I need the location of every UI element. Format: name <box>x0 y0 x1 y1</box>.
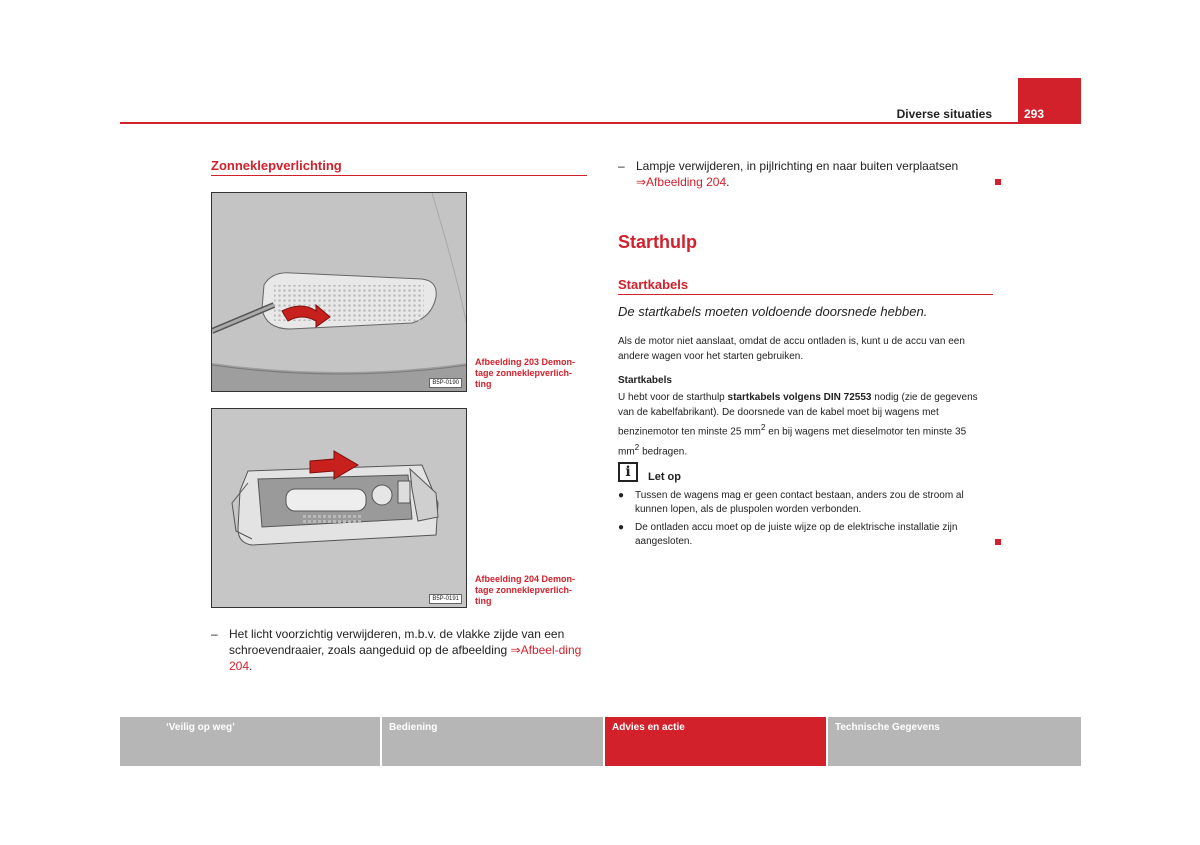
note-title: Let op <box>648 471 681 483</box>
para-text: en bij wagens met dieselmotor ten minste 35 mm <box>618 426 967 458</box>
section-title: Zonneklepverlichting <box>211 158 342 173</box>
note-bullet <box>618 489 990 517</box>
step-dash: – <box>211 627 218 641</box>
figure-204-link[interactable]: ⇒Afbeel-ding 204 <box>229 643 582 673</box>
sun-visor-light-illustration <box>212 193 467 392</box>
header-rule <box>120 122 1081 124</box>
tab-veilig-op-weg[interactable]: ‘Veilig op weg’ <box>120 717 380 766</box>
tab-advies-en-actie[interactable]: Advies en actie <box>605 717 826 766</box>
section-end-mark <box>995 179 1001 185</box>
bullet-text: Tussen de wagens mag er geen contact bestaan, anders zou de stroom al kunnen lopen, als de pluspolen worden verbonden. <box>635 490 964 515</box>
step-text: Het licht voorzichtig verwijderen, m.b.v. de vlakke zijde van een schroevendraaier, zoals aangeduid op de afbeelding <box>229 627 565 657</box>
step-dash: – <box>618 159 625 173</box>
figure-204-link[interactable]: ⇒Afbeelding 204 <box>636 175 727 189</box>
body-paragraph: Als de motor niet aanslaat, omdat de accu ontladen is, kunt u de accu van een andere wagen voor het starten gebruiken. <box>618 336 965 362</box>
para-text: U hebt voor de starthulp <box>618 392 728 403</box>
sub-heading: Startkabels <box>618 375 672 386</box>
intro-text: De startkabels moeten voldoende doorsnede hebben. <box>618 304 928 319</box>
figure-203-code: B5P-0190 <box>429 378 462 388</box>
step-end: . <box>249 659 253 673</box>
section-end-mark <box>995 539 1001 545</box>
figure-203-image <box>211 192 467 392</box>
note-bullet <box>618 521 990 549</box>
subsection-rule <box>618 294 993 295</box>
bullet-text: De ontladen accu moet op de juiste wijze op de elektrische installatie zijn aangesloten. <box>635 522 958 547</box>
superscript: 2 <box>760 422 766 432</box>
tab-bediening[interactable]: Bediening <box>382 717 603 766</box>
section-rule <box>211 175 587 176</box>
step-text: Lampje verwijderen, in pijlrichting en naar buiten verplaatsen <box>636 159 959 173</box>
superscript: 2 <box>634 441 640 452</box>
instruction-step <box>211 626 587 674</box>
info-icon: i <box>618 462 638 482</box>
figure-204-caption: Afbeelding 204 Demon-tage zonneklepverlich-ting <box>475 574 576 606</box>
chapter-title: Starthulp <box>618 232 697 252</box>
bulb-removal-illustration <box>212 409 467 608</box>
bullet-icon: ● <box>618 490 625 501</box>
figure-204-image <box>211 408 467 608</box>
tab-technische-gegevens[interactable]: Technische Gegevens <box>828 717 1081 766</box>
para-text: nodig (zie de gegevens van de kabelfabrikant). De doorsnede van de kabel moet bij wagens met benzinemotor ten minste 25 mm <box>618 392 978 438</box>
figure-203-caption: Afbeelding 203 Demon-tage zonneklepverlich-ting <box>475 357 576 389</box>
figure-204-code: B5P-0191 <box>429 594 462 604</box>
step-end: . <box>726 175 730 189</box>
instruction-step <box>618 158 988 190</box>
subsection-title: Startkabels <box>618 277 689 292</box>
para-text: bedragen. <box>639 446 688 458</box>
page-number: 293 <box>1024 107 1045 121</box>
para-bold: startkabels volgens DIN 72553 <box>727 392 872 403</box>
header-title: Diverse situaties <box>896 107 992 121</box>
bullet-icon: ● <box>618 522 625 533</box>
body-paragraph-cables <box>618 391 990 460</box>
